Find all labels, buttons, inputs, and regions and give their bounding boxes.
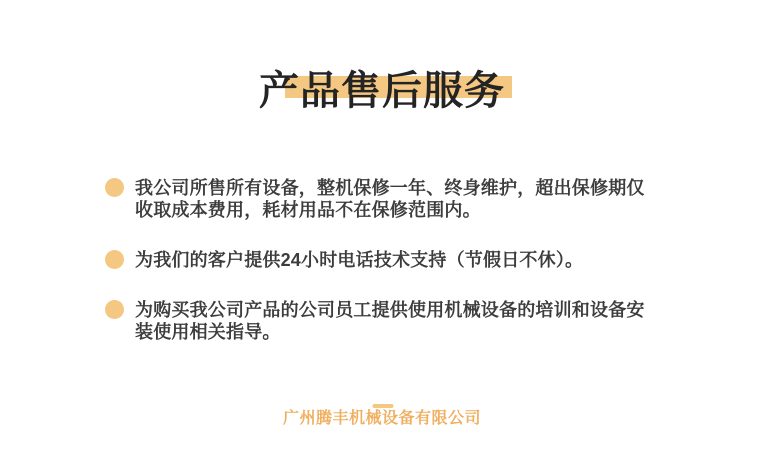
service-item-text: 为购买我公司产品的公司员工提供使用机械设备的培训和设备安装使用相关指导。	[135, 300, 645, 342]
service-item-text: 我公司所售所有设备，整机保修一年、终身维护，超出保修期仅收取成本费用，耗材用品不在保修范围内。	[135, 178, 645, 220]
list-item	[105, 249, 665, 271]
service-item-text: 为我们的客户提供24小时电话技术支持（节假日不休）。	[135, 250, 584, 270]
bullet-dot-icon	[105, 178, 124, 197]
divider-dash-icon	[373, 404, 394, 408]
bullet-dot-icon	[105, 250, 124, 269]
hero-section	[0, 0, 764, 113]
list-item	[105, 177, 665, 221]
service-list	[105, 177, 665, 371]
company-name: 广州腾丰机械设备有限公司	[282, 410, 481, 427]
bullet-dot-icon	[105, 300, 124, 319]
list-item	[105, 299, 665, 343]
page-title: 产品售后服务	[259, 68, 505, 113]
